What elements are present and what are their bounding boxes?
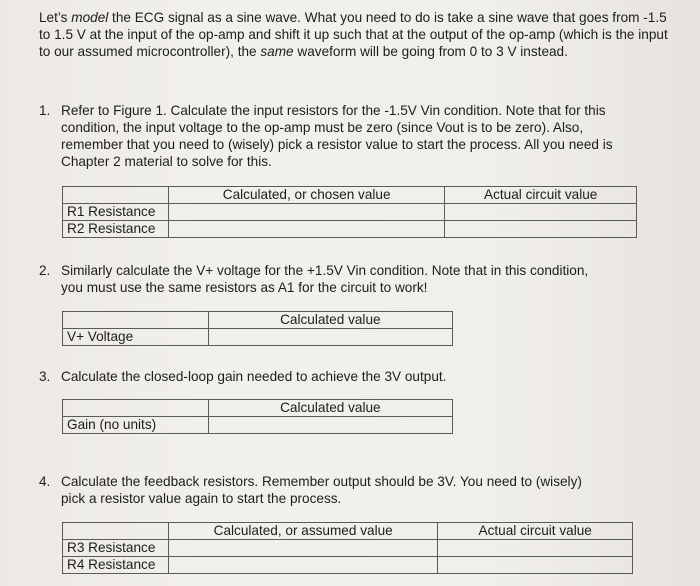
cell-gain-calculated[interactable] <box>208 417 452 434</box>
table-4-header-calculated: Calculated, or assumed value <box>168 523 437 540</box>
row-label-r3: R3 Resistance <box>63 540 169 557</box>
cell-r4-actual[interactable] <box>438 557 633 574</box>
table-2-header-row <box>63 312 453 329</box>
cell-r2-calculated[interactable] <box>168 221 444 238</box>
row-label-r4: R4 Resistance <box>63 557 169 574</box>
row-label-r2: R2 Resistance <box>63 221 169 238</box>
table-1-header-calculated: Calculated, or chosen value <box>168 187 444 204</box>
question-4-number: 4. <box>39 474 51 489</box>
table-1-header-blank <box>63 187 169 204</box>
table-row <box>63 557 633 574</box>
table-1-header-actual: Actual circuit value <box>445 187 637 204</box>
question-1-text: Refer to Figure 1. Calculate the input resistors for the -1.5V Vin condition. Note that for this condition, the input voltage to the op-amp must be zero (since Vout is to be zero). Also, remember that you need to (wisely) pick a resistor value to start the process. All you need is Chapter 2 material to solve for this. <box>61 103 613 169</box>
table-row <box>63 204 637 221</box>
table-row <box>63 329 453 346</box>
intro-emphasis-model: model <box>71 10 109 25</box>
table-4-header-row <box>63 523 633 540</box>
cell-r1-calculated[interactable] <box>168 204 444 221</box>
table-3-header-row <box>63 400 453 417</box>
table-row <box>63 540 633 557</box>
question-2-number: 2. <box>39 263 51 278</box>
question-2-text: Similarly calculate the V+ voltage for the +1.5V Vin condition. Note that in this condition, you must use the same resistors as A1 for the circuit to work! <box>61 263 589 295</box>
table-1 <box>62 186 637 238</box>
intro-paragraph <box>39 9 679 60</box>
table-4-header-actual: Actual circuit value <box>438 523 633 540</box>
cell-r3-calculated[interactable] <box>168 540 437 557</box>
table-3-header-calculated: Calculated value <box>208 400 452 417</box>
table-row <box>63 417 453 434</box>
table-row <box>63 221 637 238</box>
cell-r1-actual[interactable] <box>445 204 637 221</box>
cell-r4-calculated[interactable] <box>168 557 437 574</box>
table-4-header-blank <box>63 523 169 540</box>
table-2-header-calculated: Calculated value <box>208 312 452 329</box>
intro-text-2: the ECG signal as a sine wave. What you need to do is take a sine wave that goes from -1.5 to 1.5 V at the input of the op-amp and shift it up such that at the output of the op-amp (which is the input to our assumed microcontroller), the <box>39 10 668 59</box>
table-3-header-blank <box>63 400 209 417</box>
row-label-gain: Gain (no units) <box>63 417 209 434</box>
cell-r3-actual[interactable] <box>438 540 633 557</box>
intro-text-1: Let’s <box>39 10 72 25</box>
intro-emphasis-same: same <box>260 44 294 59</box>
table-4 <box>62 522 633 574</box>
table-1-header-row <box>63 187 637 204</box>
table-2 <box>62 311 453 346</box>
cell-r2-actual[interactable] <box>445 221 637 238</box>
question-3-text: Calculate the closed-loop gain needed to achieve the 3V output. <box>61 369 447 384</box>
cell-vplus-calculated[interactable] <box>208 329 452 346</box>
table-2-header-blank <box>63 312 209 329</box>
row-label-vplus: V+ Voltage <box>63 329 209 346</box>
question-3-number: 3. <box>39 369 51 384</box>
intro-text-3: waveform will be going from 0 to 3 V instead. <box>293 44 568 59</box>
question-1-number: 1. <box>39 103 51 118</box>
table-3 <box>62 399 453 434</box>
row-label-r1: R1 Resistance <box>63 204 169 221</box>
question-4-text: Calculate the feedback resistors. Remember output should be 3V. You need to (wisely) pick a resistor value again to start the process. <box>61 474 582 506</box>
